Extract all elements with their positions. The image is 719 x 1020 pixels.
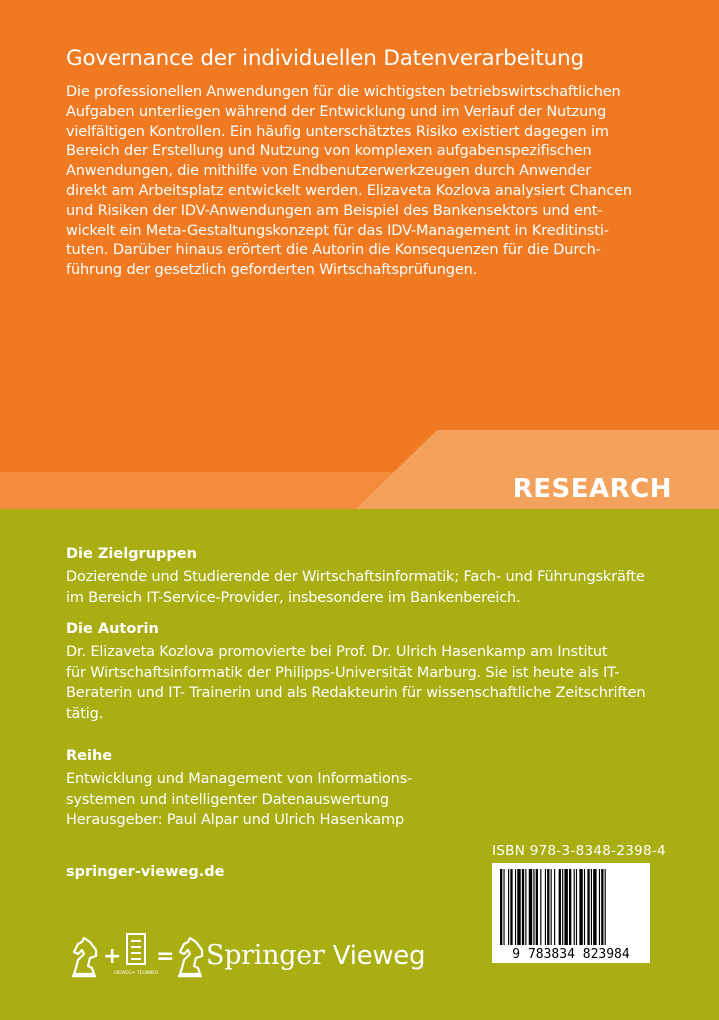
barcode-bar	[515, 869, 516, 945]
barcode-bar	[529, 869, 532, 945]
description-line: Anwendungen, die mithilfe von Endbenutzerwerkzeugen durch Anwender	[66, 163, 592, 180]
reihe-line: Herausgeber: Paul Alpar und Ulrich Hasenkamp	[66, 812, 405, 828]
barcode-bar	[605, 869, 606, 945]
barcode-bar	[593, 869, 596, 945]
springer-vieweg-wordmark	[206, 940, 425, 971]
reihe-heading: Reihe	[66, 748, 113, 764]
springer-vieweg-horse-icon	[172, 934, 208, 978]
vieweg-teubner-icon	[113, 932, 159, 978]
autorin-line: tätig.	[66, 705, 104, 722]
zielgruppen-line: im Bereich IT-Service-Provider, insbesondere im Bankenbereich.	[66, 589, 521, 606]
barcode-bar	[601, 869, 603, 945]
barcode-bar	[576, 869, 577, 945]
barcode	[492, 863, 650, 963]
barcode-bar	[510, 869, 512, 945]
autorin-line: Beraterin und IT- Trainerin und als Redakteurin für wissenschaftliche Zeitschriften	[66, 685, 646, 701]
description-line: tuten. Darüber hinaus erörtert die Autorin die Konsequenzen für die Durch-	[66, 242, 601, 259]
barcode-bar	[545, 869, 546, 945]
description-line: Bereich der Erstellung und Nutzung von komplexen aufgabenspezifischen	[66, 143, 592, 160]
zielgruppen-heading: Die Zielgruppen	[66, 546, 197, 562]
description-line: führung der gesetzlich geforderten Wirtschaftsprüfungen.	[66, 262, 478, 279]
barcode-bar	[587, 869, 589, 945]
description-line: direkt am Arbeitsplatz entwickelt werden. Elizaveta Kozlova analysiert Chancen	[66, 182, 632, 199]
barcode-digits: 9 783834 823984	[512, 947, 630, 962]
plus-sign: +	[103, 944, 122, 969]
description-line: wickelt ein Meta-Gestaltungskonzept für das IDV-Management in Kreditinsti-	[66, 222, 609, 239]
springer-word: Springer	[206, 940, 325, 971]
barcode-bar	[559, 869, 561, 945]
barcode-bar	[569, 869, 571, 945]
barcode-bar	[525, 869, 526, 945]
equals-sign: =	[156, 944, 175, 969]
autorin-line: für Wirtschaftsinformatik der Philipps-Universität Marburg. Sie ist heute als IT-	[66, 664, 620, 681]
barcode-bar	[562, 869, 563, 945]
autorin-line: Dr. Elizaveta Kozlova promovierte bei Prof. Dr. Ulrich Hasenkamp am Institut	[66, 644, 608, 660]
isbn-label: ISBN 978-3-8348-2398-4	[492, 843, 666, 859]
zielgruppen-text	[66, 567, 666, 608]
barcode-bar	[591, 869, 592, 945]
publisher-logos	[66, 930, 426, 986]
reihe-line: systemen und intelligenter Datenauswertung	[66, 791, 389, 808]
publisher-website[interactable]: springer-vieweg.de	[66, 864, 225, 880]
barcode-bars	[492, 863, 650, 963]
barcode-bar	[522, 869, 524, 945]
vieweg-word: Vieweg	[332, 941, 426, 971]
book-title: Governance der individuellen Datenverarbeitung	[66, 46, 584, 71]
zielgruppen-line: Dozierende und Studierende der Wirtschaftsinformatik; Fach- und Führungskräfte	[66, 569, 645, 585]
barcode-bar	[584, 869, 585, 945]
barcode-bar	[574, 869, 575, 945]
barcode-bar	[540, 869, 541, 945]
barcode-bar	[508, 869, 509, 945]
barcode-bar	[599, 869, 600, 945]
reihe-text	[66, 769, 666, 831]
barcode-bar	[533, 869, 534, 945]
description-line: Aufgaben unterliegen während der Entwicklung und im Verlauf der Nutzung	[66, 103, 607, 120]
barcode-bar	[500, 869, 502, 945]
barcode-bar	[547, 869, 549, 945]
barcode-bar	[536, 869, 538, 945]
teubner-small-text: VIEWEG+ TEUBNER	[113, 971, 159, 976]
barcode-bar	[503, 869, 504, 945]
reihe-line: Entwicklung und Management von Informations-	[66, 771, 413, 787]
book-description	[66, 83, 656, 281]
barcode-bar	[579, 869, 582, 945]
description-line: Die professionellen Anwendungen für die wichtigsten betriebswirtschaftlichen	[66, 84, 621, 100]
barcode-bar	[517, 869, 520, 945]
springer-horse-icon	[66, 934, 102, 978]
description-line: und Risiken der IDV-Anwendungen am Beispiel des Bankensektors und ent-	[66, 202, 603, 219]
autorin-heading: Die Autorin	[66, 621, 159, 637]
research-label: RESEARCH	[512, 474, 672, 504]
barcode-bar	[554, 869, 555, 945]
barcode-bar	[564, 869, 567, 945]
autorin-text	[66, 642, 666, 724]
description-line: vielfältigen Kontrollen. Ein häufig unterschätztes Risiko existiert dagegen im	[66, 123, 609, 140]
barcode-bar	[551, 869, 552, 945]
